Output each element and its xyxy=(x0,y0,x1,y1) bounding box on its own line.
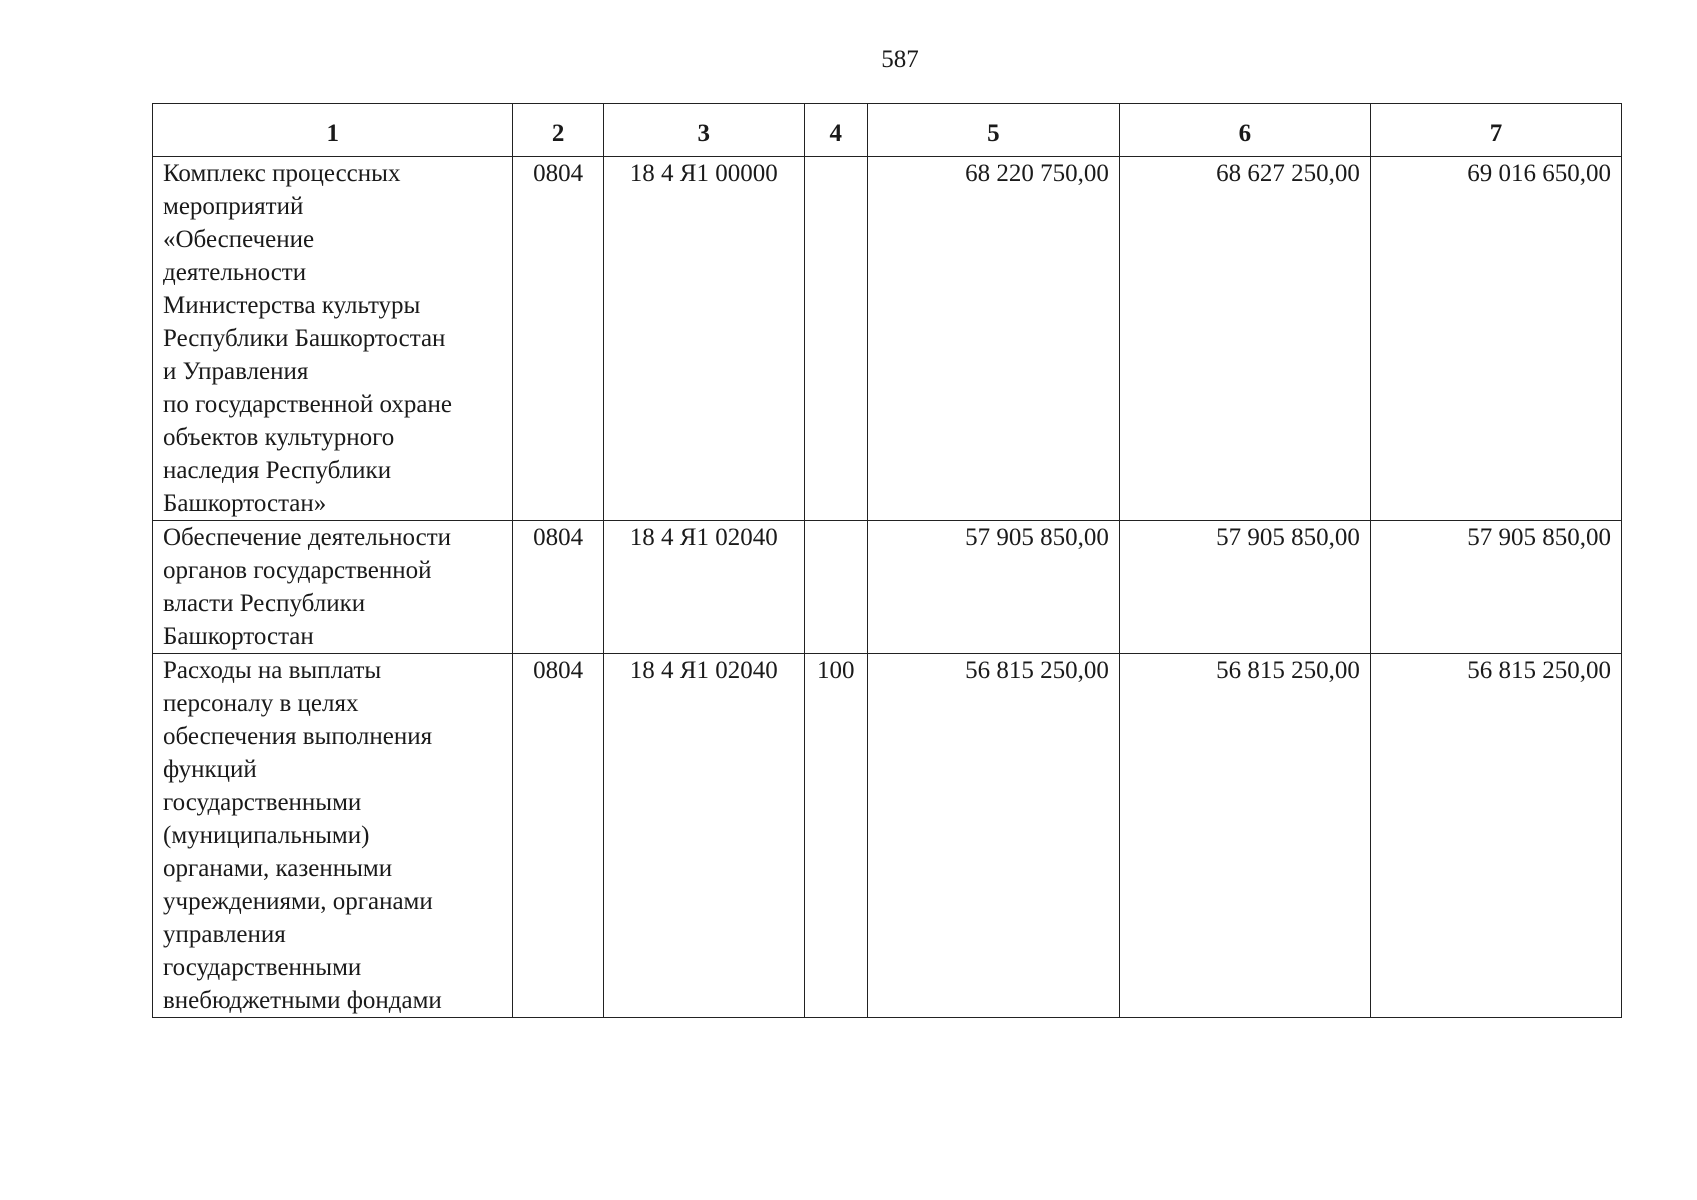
row-amount-col5: 68 220 750,00 xyxy=(867,157,1119,521)
row-amount-col6: 68 627 250,00 xyxy=(1119,157,1370,521)
row-amount-col5: 57 905 850,00 xyxy=(867,521,1119,654)
row-section-code: 0804 xyxy=(513,157,603,521)
row-amount-col7: 56 815 250,00 xyxy=(1370,654,1621,1018)
row-name: Обеспечение деятельности органов государственной власти Республики Башкортостан xyxy=(153,521,513,654)
column-header-7: 7 xyxy=(1370,104,1621,157)
budget-table xyxy=(152,103,1622,1018)
column-header-2: 2 xyxy=(513,104,603,157)
row-amount-col7: 69 016 650,00 xyxy=(1370,157,1621,521)
row-type-code xyxy=(804,157,867,521)
column-header-6: 6 xyxy=(1119,104,1370,157)
row-amount-col7: 57 905 850,00 xyxy=(1370,521,1621,654)
row-type-code xyxy=(804,521,867,654)
row-section-code: 0804 xyxy=(513,521,603,654)
row-amount-col6: 57 905 850,00 xyxy=(1119,521,1370,654)
column-header-3: 3 xyxy=(603,104,804,157)
row-name: Комплекс процессных мероприятий «Обеспечение деятельности Министерства культуры Республики Башкортостан и Управления по государственной охране объектов культурного наследия Республики Башкортостан» xyxy=(153,157,513,521)
page-number: 587 xyxy=(881,46,919,73)
table-row xyxy=(153,654,1622,1018)
row-section-code: 0804 xyxy=(513,654,603,1018)
row-amount-col5: 56 815 250,00 xyxy=(867,654,1119,1018)
row-target-code: 18 4 Я1 02040 xyxy=(603,521,804,654)
header-row xyxy=(153,104,1622,157)
column-header-4: 4 xyxy=(804,104,867,157)
column-header-1: 1 xyxy=(153,104,513,157)
row-amount-col6: 56 815 250,00 xyxy=(1119,654,1370,1018)
row-target-code: 18 4 Я1 02040 xyxy=(603,654,804,1018)
row-target-code: 18 4 Я1 00000 xyxy=(603,157,804,521)
table-row xyxy=(153,157,1622,521)
row-name: Расходы на выплаты персоналу в целях обеспечения выполнения функций государственными (муниципальными) органами, казенными учреждениями, органами управления государственными внебюджетными фондами xyxy=(153,654,513,1018)
column-header-5: 5 xyxy=(867,104,1119,157)
row-type-code: 100 xyxy=(804,654,867,1018)
table-row xyxy=(153,521,1622,654)
